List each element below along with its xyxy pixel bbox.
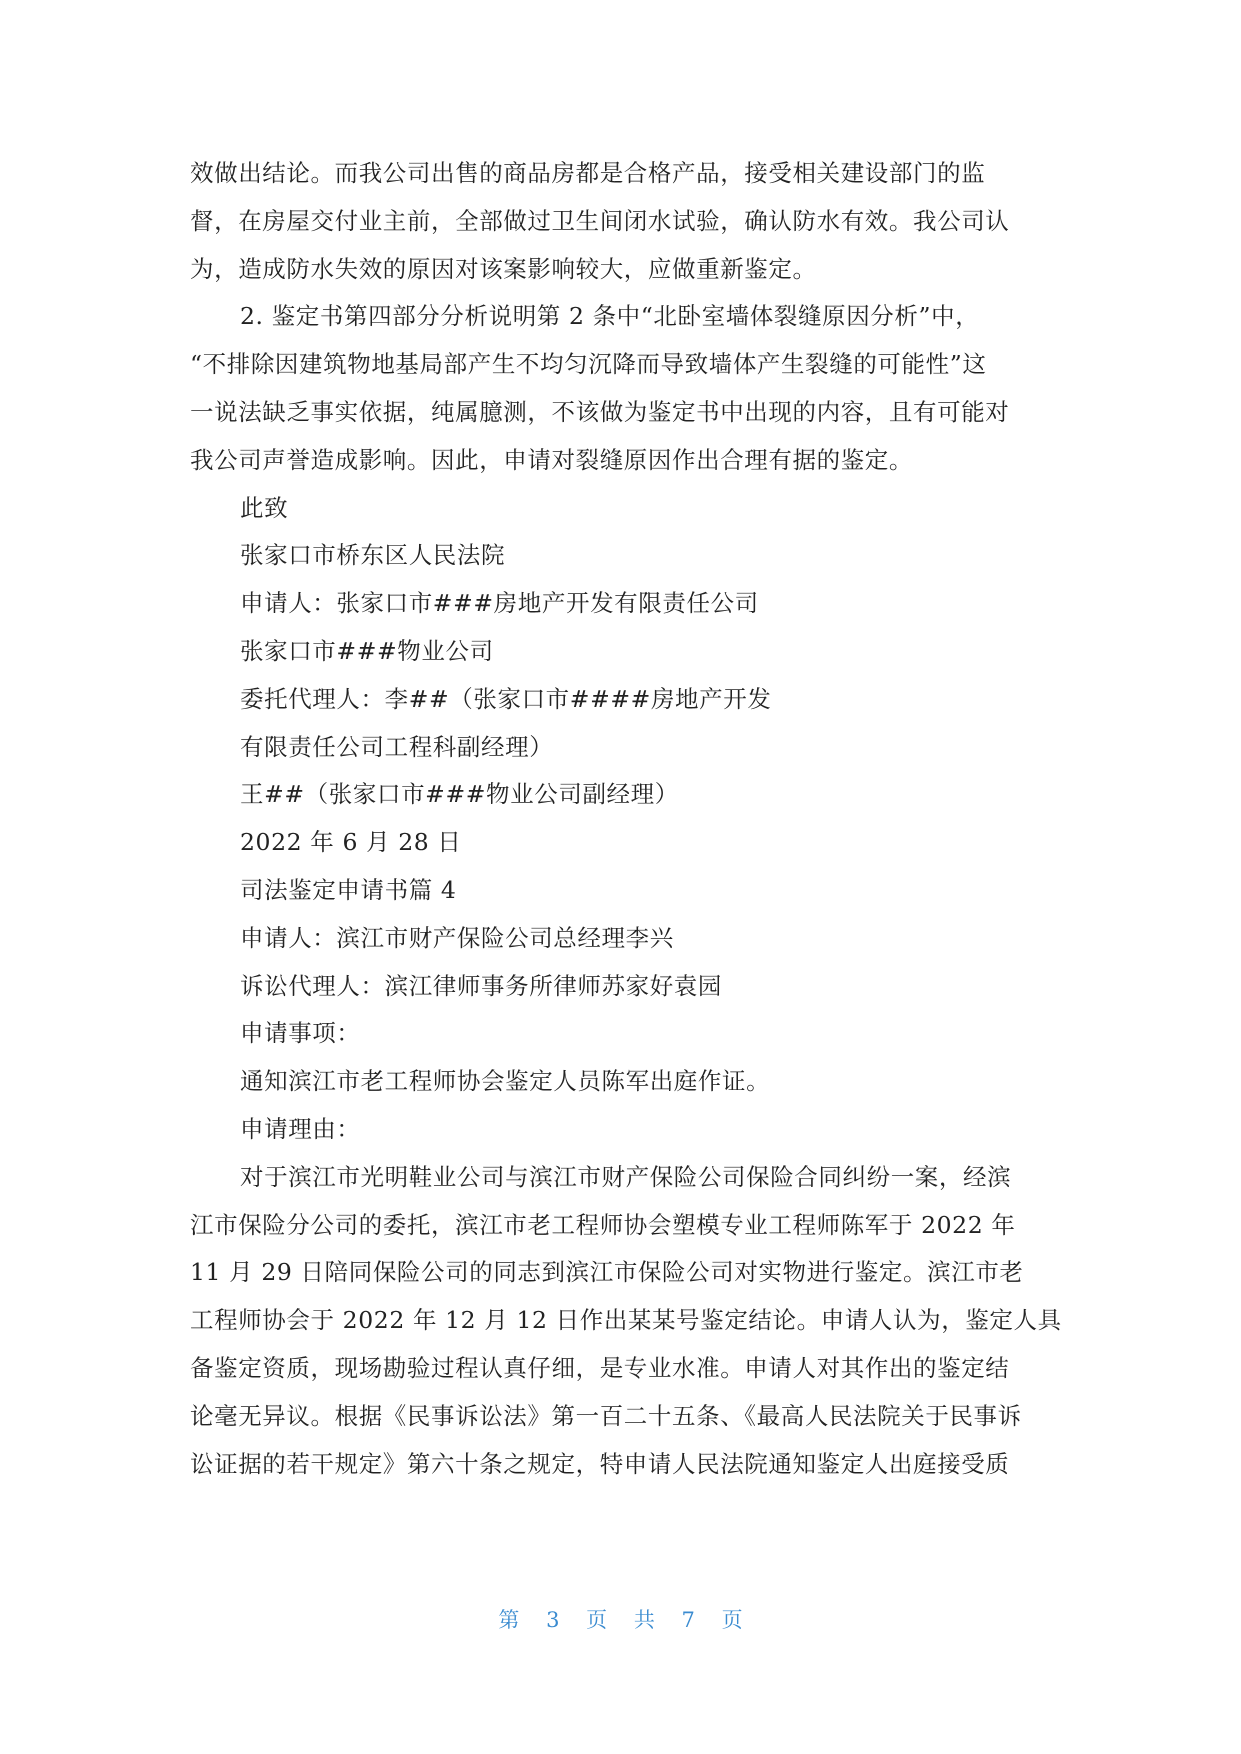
- page-footer: [0, 1604, 1241, 1634]
- text-line: 申请事项：: [240, 1019, 361, 1048]
- text-line: 此致: [240, 493, 289, 522]
- text-line: 委托代理人：李##（张家口市####房地产开发: [240, 684, 772, 713]
- text-line: 通知滨江市老工程师协会鉴定人员陈军出庭作证。: [240, 1067, 771, 1096]
- text-line: 效做出结论。而我公司出售的商品房都是合格产品，接受相关建设部门的监: [190, 159, 986, 187]
- text-line: 王##（张家口市###物业公司副经理）: [240, 780, 679, 809]
- text-line: 2. 鉴定书第四部分分析说明第 2 条中“北卧室墙体裂缝原因分析”中，: [240, 302, 980, 331]
- text-line: 工程师协会于 2022 年 12 月 12 日作出某某号鉴定结论。申请人认为，鉴定人具: [190, 1306, 1062, 1335]
- footer-ye2: 页: [721, 1608, 743, 1632]
- footer-di: 第: [498, 1608, 520, 1632]
- text-line: 江市保险分公司的委托，滨江市老工程师协会塑模专业工程师陈军于 2022 年: [190, 1210, 1016, 1239]
- text-line: 为，造成防水失效的原因对该案影响较大，应做重新鉴定。: [190, 254, 817, 283]
- text-line: 11 月 29 日陪同保险公司的同志到滨江市保险公司对实物进行鉴定。滨江市老: [190, 1258, 1024, 1287]
- text-line: 督，在房屋交付业主前，全部做过卫生间闭水试验，确认防水有效。我公司认: [190, 206, 1010, 235]
- text-line: 论毫无异议。根据《民事诉讼法》第一百二十五条、《最高人民法院关于民事诉: [190, 1401, 1022, 1430]
- footer-ye: 页: [586, 1608, 608, 1632]
- text-line: 讼证据的若干规定》第六十条之规定，特申请人民法院通知鉴定人出庭接受质: [190, 1449, 1010, 1478]
- text-line: 张家口市###物业公司: [240, 636, 494, 665]
- text-line: “不排除因建筑物地基局部产生不均匀沉降而导致墙体产生裂缝的可能性”这: [190, 350, 987, 379]
- footer-gong: 共: [633, 1608, 655, 1632]
- text-line: 申请人：滨江市财产保险公司总经理李兴: [240, 923, 674, 952]
- text-line: 司法鉴定申请书篇 4: [240, 875, 457, 904]
- text-line: 我公司声誉造成影响。因此，申请对裂缝原因作出合理有据的鉴定。: [190, 445, 913, 474]
- text-line: 张家口市桥东区人民法院: [240, 541, 506, 570]
- footer-total-pages: 7: [681, 1608, 695, 1632]
- text-line: 申请理由：: [240, 1114, 361, 1143]
- footer-current-page: 3: [546, 1608, 560, 1632]
- text-line: 有限责任公司工程科副经理）: [240, 732, 554, 761]
- text-line: 2022 年 6 月 28 日: [240, 828, 462, 857]
- text-line: 申请人：张家口市###房地产开发有限责任公司: [240, 589, 759, 618]
- text-line: 诉讼代理人：滨江律师事务所律师苏家好袁园: [240, 971, 722, 1000]
- text-line: 对于滨江市光明鞋业公司与滨江市财产保险公司保险合同纠纷一案，经滨: [240, 1162, 1012, 1191]
- text-line: 备鉴定资质，现场勘验过程认真仔细，是专业水准。申请人对其作出的鉴定结: [190, 1353, 1010, 1382]
- document-body: [190, 150, 1062, 1488]
- text-line: 一说法缺乏事实依据，纯属臆测，不该做为鉴定书中出现的内容，且有可能对: [190, 397, 1010, 426]
